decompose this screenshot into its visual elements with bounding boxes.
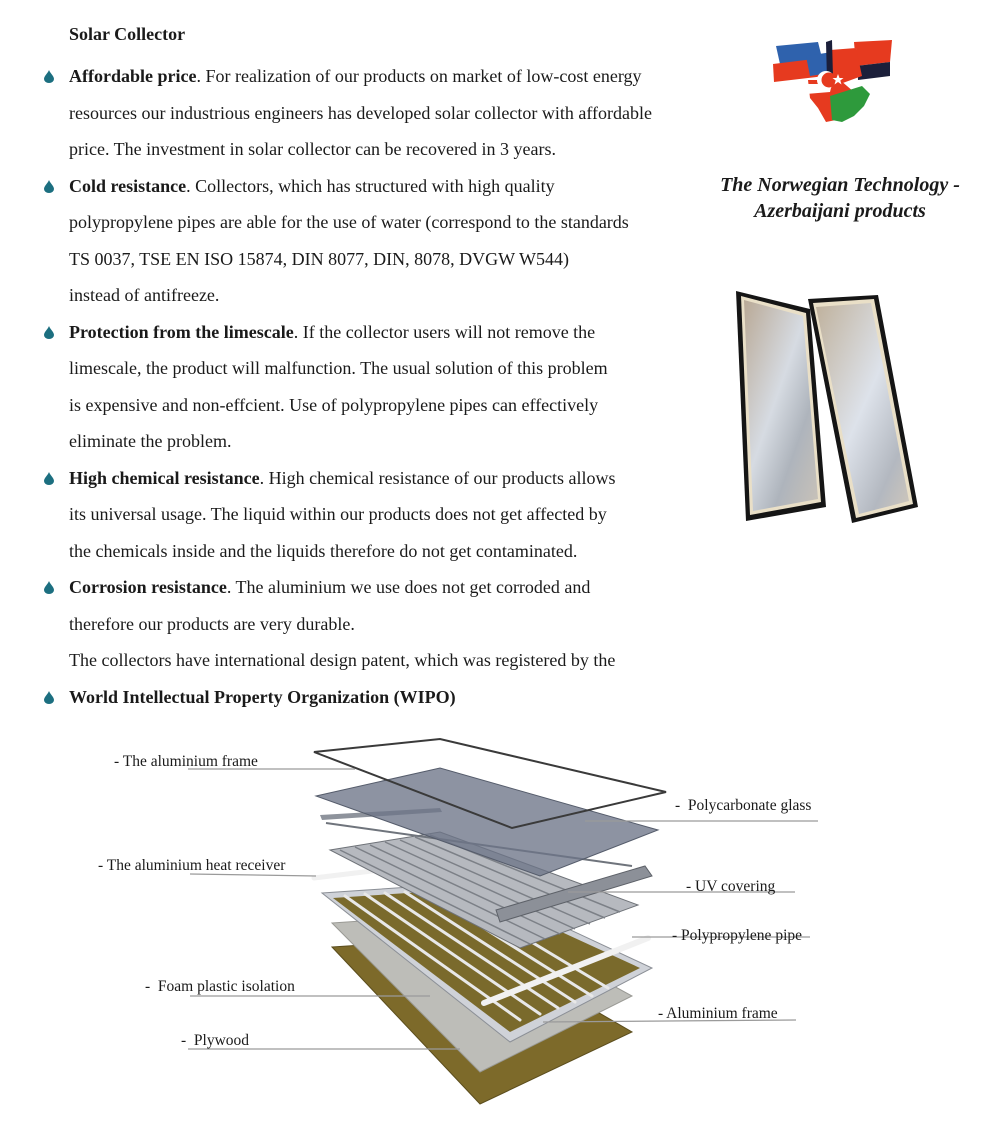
feature-text: limescale, the product will malfunction. The usual solution of this problem [69,358,608,378]
exploded-view-illustration [0,730,1000,1120]
feature-title: Corrosion resistance [69,577,227,597]
feature-title: Protection from the limescale [69,321,294,342]
feature-title: High chemical resistance [69,467,260,488]
tagline-line-2: Azerbaijani products [754,200,926,222]
solar-panels-photo [728,285,918,525]
feature-text: . If the collector users will not remove the [293,321,596,342]
label-foam-isolation: - Foam plastic isolation [145,978,295,995]
feature-text: . High chemical resistance of our products allows [259,467,616,488]
feature-bullet-corrosion-resistance [69,569,709,642]
wipo-title: World Intellectual Property Organization (WIPO) [69,686,456,707]
feature-bullet-chemical-resistance [69,460,709,570]
feature-title: Cold resistance [69,175,187,196]
feature-bullet-wipo [69,679,709,716]
feature-text: instead of antifreeze. [69,285,220,305]
feature-text: price. The investment in solar collector can be recovered in 3 years. [69,139,556,159]
label-polycarbonate-glass: - Polycarbonate glass [675,797,812,814]
feature-text: resources our industrious engineers has developed solar collector with affordable [69,102,652,123]
feature-text: polypropylene pipes are able for the use of water (correspond to the standards [69,212,629,232]
section-heading: Solar Collector [69,24,186,44]
feature-text: the chemicals inside and the liquids therefore do not get contaminated. [69,540,578,561]
feature-title: Affordable price [69,66,197,86]
patent-line: The collectors have international design patent, which was registered by the [69,650,616,670]
feature-text: TS 0037, TSE EN ISO 15874, DIN 8077, DIN, 8078, DVGW W544) [69,248,569,269]
water-drop-icon [44,326,54,339]
handshake-flags-logo [770,36,894,126]
feature-bullet-affordable-price [69,58,709,168]
label-aluminium-frame-bottom: - Aluminium frame [658,1005,778,1022]
tagline-line-1: The Norwegian Technology - [720,174,960,196]
feature-text: . For realization of our products on market of low-cost energy [196,66,642,86]
feature-text: . Collectors, which has structured with high quality [186,175,555,196]
feature-text: . The aluminium we use does not get corroded and [226,577,591,597]
label-aluminium-frame-top: - The aluminium frame [114,753,258,770]
water-drop-icon [44,70,54,83]
tagline [690,172,990,224]
feature-text: its universal usage. The liquid within our products does not get affected by [69,504,607,524]
feature-text: eliminate the problem. [69,431,232,451]
label-heat-receiver: - The aluminium heat receiver [98,857,286,874]
features-column [69,22,709,715]
label-polypropylene-pipe: - Polypropylene pipe [672,927,803,944]
feature-text: is expensive and non-effcient. Use of polypropylene pipes can effectively [69,394,599,415]
water-drop-icon [44,581,54,594]
water-drop-icon [44,691,54,704]
label-plywood: - Plywood [181,1032,250,1049]
solar-panel-left [736,291,826,521]
label-uv-covering: - UV covering [686,878,776,895]
water-drop-icon [44,472,54,485]
feature-bullet-cold-resistance [69,168,709,314]
collector-exploded-diagram [0,730,1000,1120]
water-drop-icon [44,180,54,193]
feature-bullet-limescale [69,314,709,460]
feature-text: therefore our products are very durable. [69,613,355,634]
